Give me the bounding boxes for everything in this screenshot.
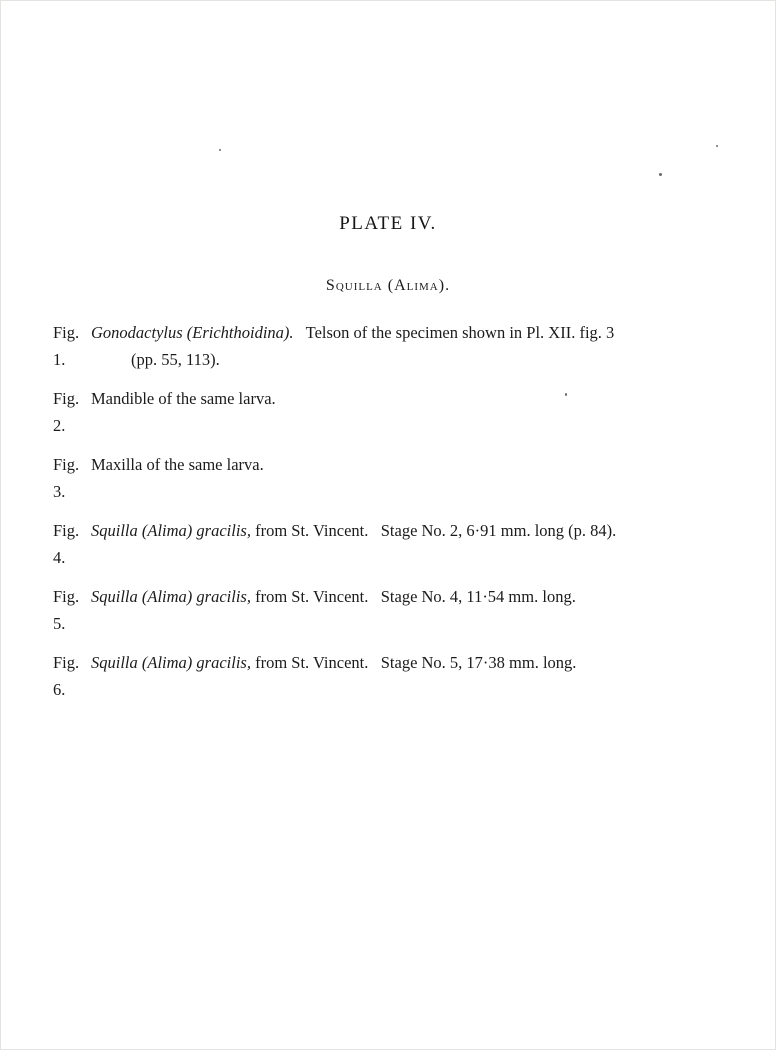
figure-label: Fig. 5. [53,587,84,633]
figure-text [91,385,725,412]
caption-text: from St. Vincent. Stage No. 5, 17·38 mm. long. [250,653,577,672]
scan-speck [716,145,718,147]
figure-label: Fig. 2. [53,389,84,435]
caption-text: Maxilla of the same larva. [91,455,264,474]
figure-label: Fig. 1. [53,323,84,369]
figure-entry [53,385,725,439]
figure-entry [53,319,725,373]
plate-title: PLATE IV. [339,213,437,234]
figure-text-line [91,385,725,412]
figure-label: Fig. 3. [53,455,84,501]
figure-text [91,583,725,610]
figure-text [91,517,725,544]
figure-text-line [91,517,725,544]
figure-entry [53,517,725,571]
plate-subtitle: Squilla (Alima). [325,277,451,294]
caption-text: Mandible of the same larva. [91,389,276,408]
figure-entry [53,451,725,505]
figure-entry [53,583,725,637]
figure-text [91,451,725,478]
caption-text: (pp. 55, 113). [131,350,220,369]
figure-text-line [91,583,725,610]
figure-text-line [91,319,725,346]
figure-label: Fig. 4. [53,521,84,567]
figure-entry [53,649,725,703]
caption-text: Telson of the specimen shown in Pl. XII. fig. 3 [293,323,615,342]
species-name-italic: Gonodactylus (Erichthoidina). [91,323,294,342]
scan-speck [219,149,221,151]
caption-text: from St. Vincent. Stage No. 4, 11·54 mm. long. [250,587,576,606]
figure-text-line [91,451,725,478]
species-name-italic: Squilla (Alima) gracilis, [91,587,251,606]
figure-label: Fig. 6. [53,653,84,699]
figure-list [53,319,725,703]
caption-text: from St. Vincent. Stage No. 2, 6·91 mm. long (p. 84). [250,521,617,540]
figure-text [91,649,725,676]
species-name-italic: Squilla (Alima) gracilis, [91,521,251,540]
figure-text [91,319,725,373]
figure-text-continuation-line [91,346,725,373]
scan-speck [565,393,567,396]
scan-speck [659,173,662,176]
figure-text-line [91,649,725,676]
species-name-italic: Squilla (Alima) gracilis, [91,653,251,672]
